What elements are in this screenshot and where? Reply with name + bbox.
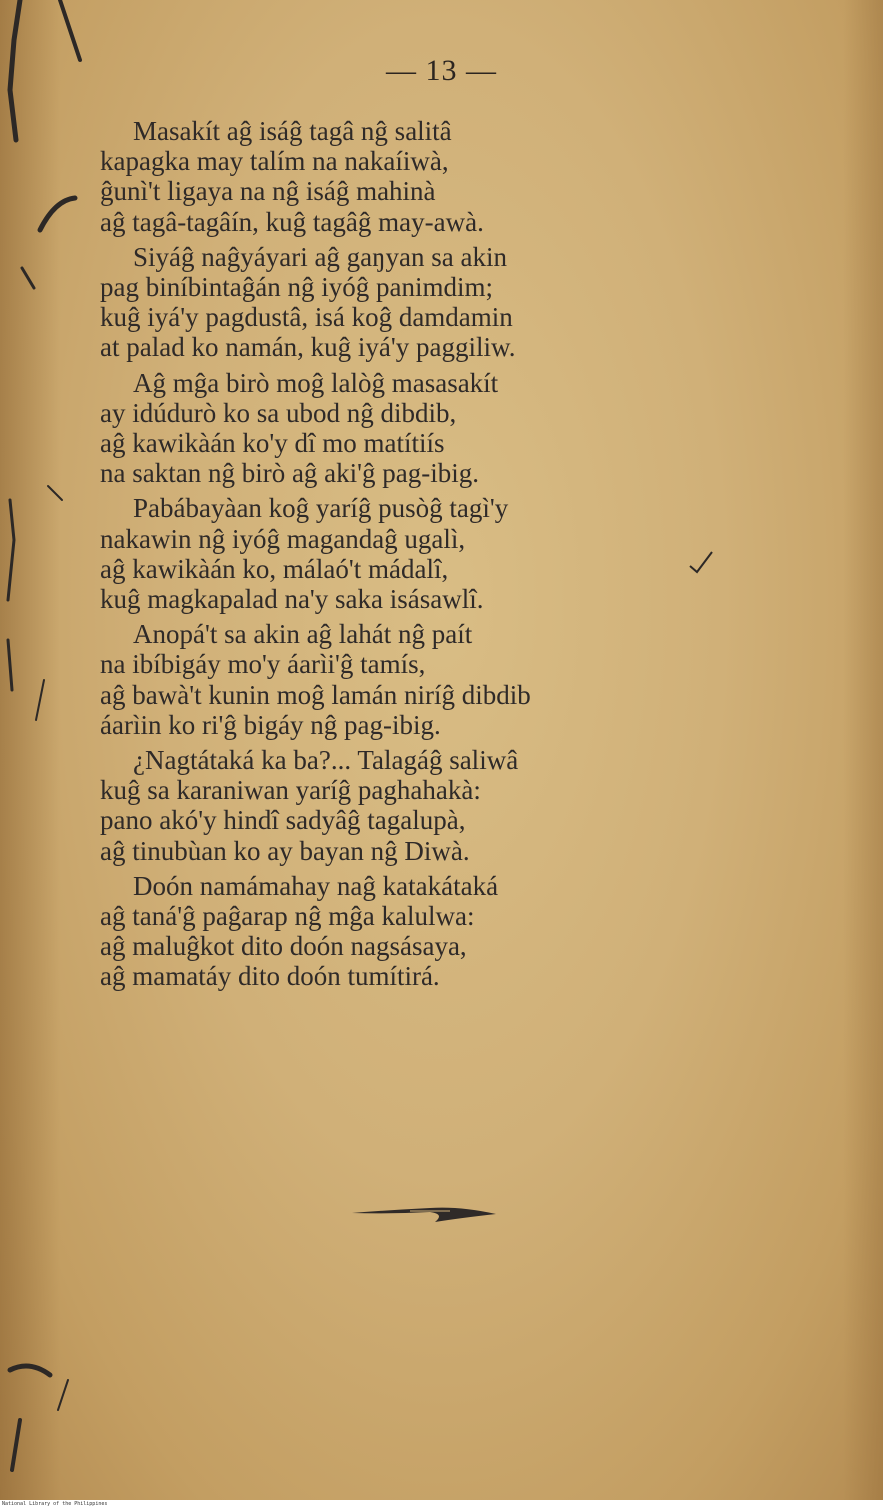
poem-line: nakawin nĝ iyóĝ magandaĝ ugalì, [100,523,466,554]
poem-line: Pabábayàan koĝ yaríĝ pusòĝ tagì'y [133,493,509,524]
poem [100,116,740,997]
poem-line: kapagka may talím na nakaíiwà, [100,146,449,177]
poem-line: aĝ taná'ĝ paĝarap nĝ mĝa kalulwa: [100,901,475,932]
stanza-7 [100,871,740,992]
poem-line: aĝ mamatáy dito doón tumítirá. [100,961,440,992]
stanza-3 [100,368,740,489]
poem-line: Masakít aĝ isáĝ tagâ nĝ salitâ [133,116,452,146]
poem-line: kuĝ iyá'y pagdustâ, isá koĝ damdamin [100,302,513,333]
margin-stroke-9 [10,1366,50,1375]
margin-stroke-6 [48,486,62,500]
stanza-6 [100,745,740,866]
page-number: — 13 — [386,54,497,87]
margin-stroke-11 [58,1380,68,1410]
poem-line: ¿Nagtátaká ka ba?... Talagáĝ saliwâ [133,745,519,776]
page-edge-shadow-right [843,0,883,1500]
poem-line: pag biníbintaĝán nĝ iyóĝ panimdim; [100,272,493,303]
poem-line: pano akó'y hindî sadyâĝ tagalupà, [100,805,466,836]
stanza-1 [100,116,740,237]
poem-line: at palad ko namán, kuĝ iyá'y paggiliw. [100,332,516,363]
poem-line: aĝ kawikàán ko'y dî mo matítiís [100,428,445,459]
poem-line: Siyáĝ naĝyáyari aĝ gaŋyan sa akin [133,241,507,272]
margin-stroke-4 [22,268,34,288]
poem-line: Aĝ mĝa birò moĝ lalòĝ masasakít [133,367,499,398]
poem-line: aĝ maluĝkot dito doón nagsásaya, [100,931,467,962]
stanza-4 [100,493,740,614]
poem-line: aĝ tinubùan ko ay bayan nĝ Diwà. [100,835,470,866]
footer-bar [0,1500,883,1508]
margin-stroke-2 [60,0,80,60]
margin-stroke-8 [36,680,44,720]
poem-line: kuĝ sa karaniwan yaríĝ paghahakà: [100,775,481,806]
poem-line: aĝ kawikàán ko, málaó't mádalî, [100,553,449,584]
library-credit: National Library of the Philippines [2,1501,108,1507]
poem-line: aĝ bawà't kunin moĝ lamán niríĝ dibdib [100,679,531,710]
poem-line: na saktan nĝ birò aĝ aki'ĝ pag-ibig. [100,458,480,489]
poem-line: ay idúdurò ko sa ubod nĝ dibdib, [100,397,457,428]
margin-stroke-3 [40,198,75,230]
poem-line: aĝ tagâ-tagâín, kuĝ tagâĝ may-awà. [100,206,484,237]
ornament-divider-icon [350,1198,500,1228]
margin-stroke-5 [8,500,14,600]
poem-line: Anopá't sa akin aĝ lahát nĝ paít [133,619,473,650]
stanza-5 [100,619,740,740]
poem-line: áarìin ko ri'ĝ bigáy nĝ pag-ibig. [100,709,441,740]
poem-line: ĝunì't ligaya na nĝ isáĝ mahinà [100,176,436,207]
margin-stroke-7 [8,640,12,690]
poem-line: Doón namámahay naĝ katakátaká [133,870,499,901]
poem-line: kuĝ magkapalad na'y saka isásawlî. [100,584,484,615]
stanza-2 [100,242,740,363]
poem-line: na ibíbigáy mo'y áarìi'ĝ tamís, [100,649,426,680]
margin-stroke-10 [12,1420,20,1470]
